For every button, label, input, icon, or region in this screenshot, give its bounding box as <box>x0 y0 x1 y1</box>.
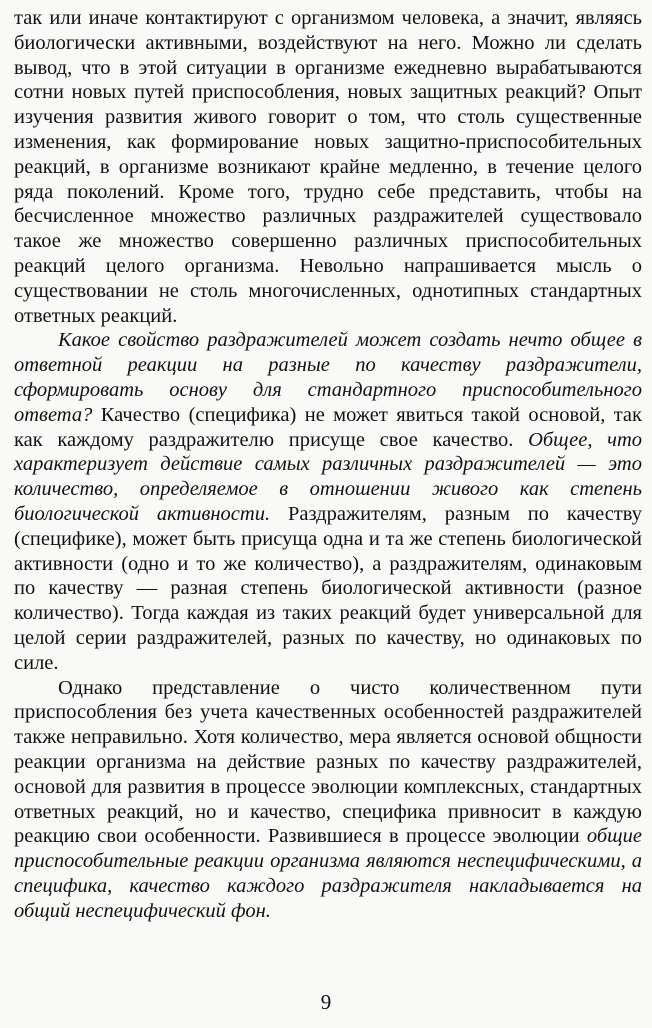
paragraph-2-span-4: Раздражителям, разным по качеству (специфике), может быть присуща одна и та же степень биологической активности (одно и то же количество), а раздражителям, одинаковым по качеству — разная степень биологической активности (разное количество). Тогда каждая из таких реакций будет универсальной для целой серии раздражителей, разных по качеству, но одинаковых по силе. <box>14 502 642 674</box>
paragraph-2-span-2: Качество (специфика) не может явиться такой основой, так как каждому раздражителю присуще свое качество. <box>14 403 642 451</box>
paragraph-1-span-1: так или иначе контактируют с организмом человека, а значит, являясь биологически активными, воздействуют на него. Можно ли сделать вывод, что в этой ситуации в организме ежедневно вырабатываются сотни новых путей приспособления, новых защитных реакций? Опыт изучения развития живого говорит о том, что столь существенные изменения, как формирование новых защитно-приспособительных реакций, в организме возникают крайне медленно, в течение целого ряда поколений. Кроме того, трудно себе представить, чтобы на бесчисленное множество различных раздражителей существовало такое же множество совершенно различных приспособительных реакций целого организма. Невольно напрашивается мысль о существовании не столь многочисленных, однотипных стандартных ответных реакций. <box>14 7 642 327</box>
page-number: 9 <box>320 990 332 1014</box>
paragraph-2 <box>14 328 642 675</box>
paragraph-1 <box>14 6 642 328</box>
paragraph-3-span-1: Однако представление о чисто количественном пути приспособления без учета качественных особенностей раздражителей также неправильно. Хотя количество, мера является основой общности реакции организма на действие разных по качеству раздражителей, основой для развития в процессе эволюции комплексных, стандартных ответных реакций, но и качество, специфика привносит в каждую реакцию свои особенности. Развившиеся в процессе эволюции <box>14 676 642 848</box>
body-text <box>14 6 642 923</box>
paragraph-2-definition: Общее, что характеризует действие самых различных раздражителей — это количество, определяемое в отношении живого как степень биологической активности. <box>14 428 643 525</box>
paragraph-3-conclusion: общие приспособительные реакции организма являются неспецифическими, а специфика, качество каждого раздражителя накладывается на общий неспецифический фон. <box>14 825 642 922</box>
paragraph-2-question: Какое свойство раздражителей может создать нечто общее в ответной реакции на разные по качеству раздражители, сформировать основу для стандартного приспособительного ответа? <box>14 329 642 426</box>
paragraph-3 <box>14 676 642 924</box>
